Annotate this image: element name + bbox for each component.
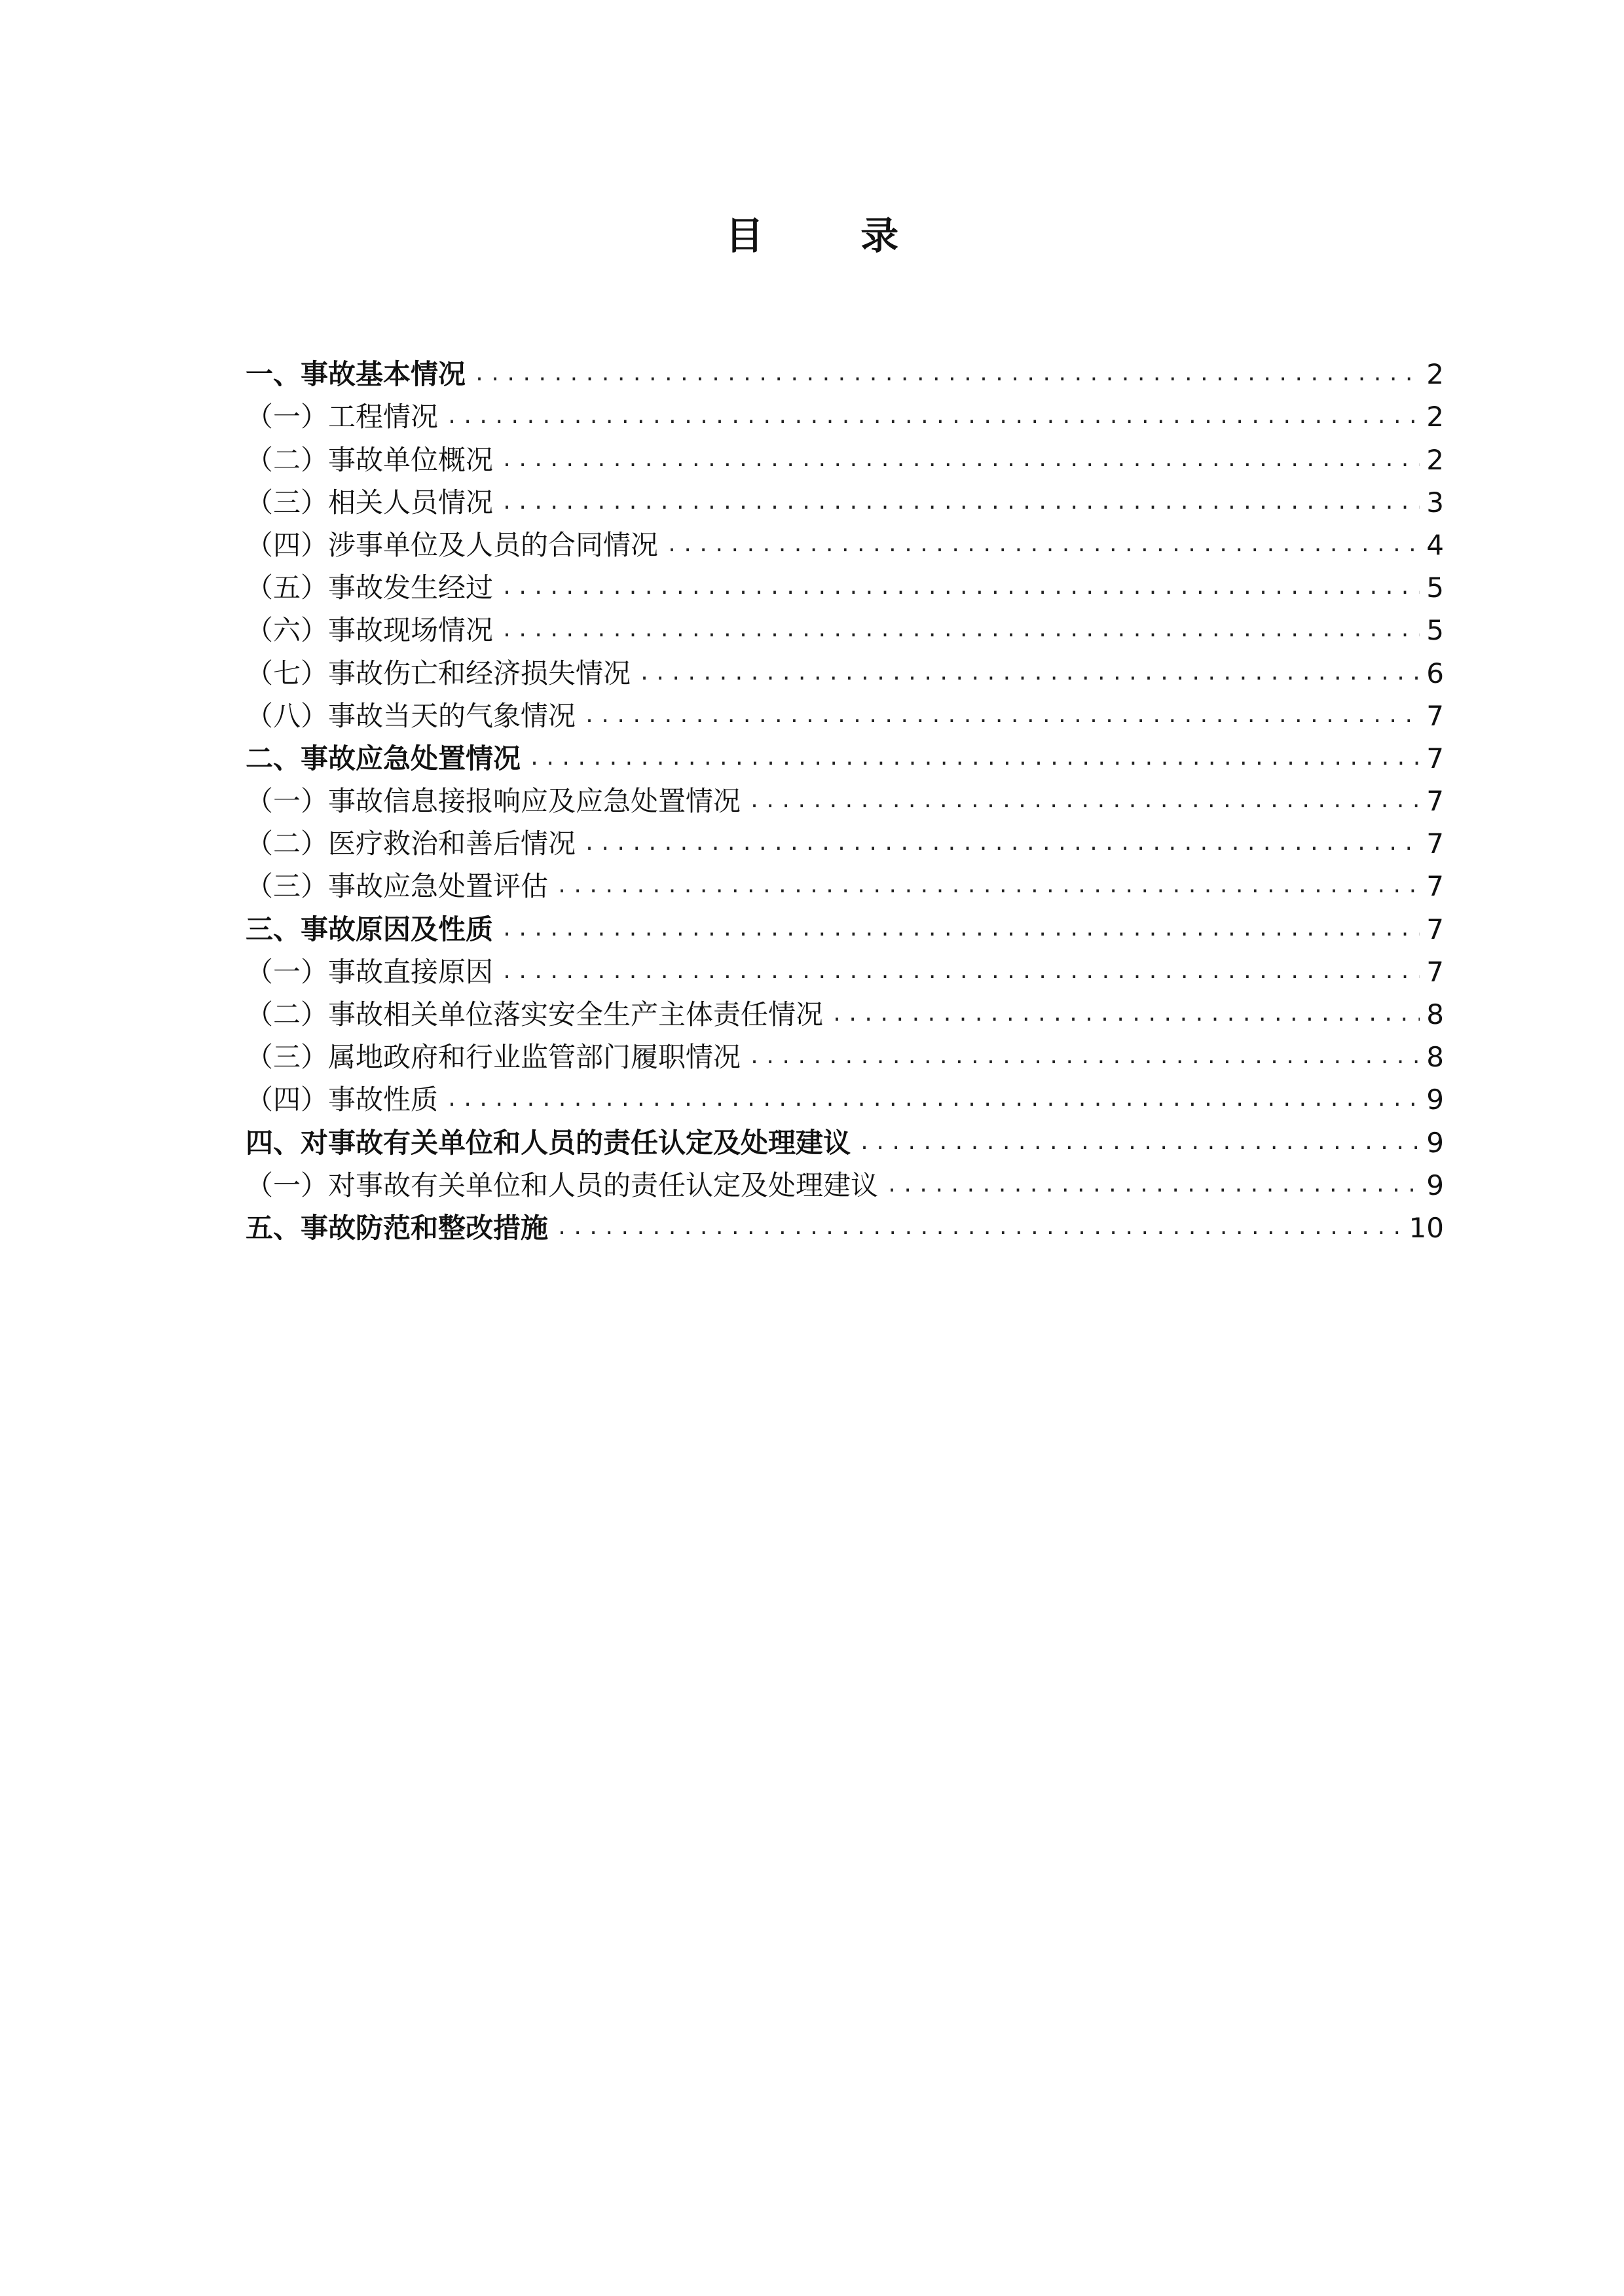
toc-entry-label: （一）事故直接原因 <box>246 955 494 988</box>
toc-entry-label: （一）工程情况 <box>246 401 439 433</box>
toc-entry-label: （六）事故现场情况 <box>246 614 494 647</box>
toc-page-number: 7 <box>1426 913 1444 945</box>
toc-subsection-entry[interactable] <box>246 480 1444 522</box>
toc-page-number: 7 <box>1426 828 1444 860</box>
toc-page-number: 5 <box>1426 614 1444 647</box>
toc-page-number: 7 <box>1426 870 1444 903</box>
toc-entry-label: 五、事故防范和整改措施 <box>246 1211 549 1244</box>
toc-entry-label: （一）事故信息接报响应及应急处置情况 <box>246 785 741 818</box>
toc-dot-leader <box>666 526 1420 565</box>
toc-dot-leader <box>748 1038 1420 1077</box>
toc-subsection-entry[interactable] <box>246 949 1444 992</box>
toc-title: 目 录 <box>725 213 941 258</box>
toc-page-number: 6 <box>1426 657 1444 689</box>
toc-entry-label: （七）事故伤亡和经济损失情况 <box>246 657 631 689</box>
toc-entry-label: 一、事故基本情况 <box>246 358 466 391</box>
toc-dot-leader <box>748 782 1420 821</box>
toc-subsection-entry[interactable] <box>246 437 1444 479</box>
toc-entry-label: （一）对事故有关单位和人员的责任认定及处理建议 <box>246 1169 879 1201</box>
toc-subsection-entry[interactable] <box>246 608 1444 650</box>
toc-entry-label: （二）医疗救治和善后情况 <box>246 828 576 860</box>
toc-subsection-entry[interactable] <box>246 650 1444 693</box>
toc-section-entry[interactable] <box>246 906 1444 949</box>
toc-section-entry[interactable] <box>246 736 1444 778</box>
toc-entry-label: （二）事故相关单位落实安全生产主体责任情况 <box>246 998 824 1030</box>
toc-section-entry[interactable] <box>246 352 1444 394</box>
table-of-contents <box>246 352 1444 1248</box>
toc-page-number: 8 <box>1426 1041 1444 1074</box>
toc-page-number: 3 <box>1426 486 1444 519</box>
toc-subsection-entry[interactable] <box>246 821 1444 864</box>
toc-subsection-entry[interactable] <box>246 1034 1444 1077</box>
toc-dot-leader <box>886 1166 1420 1205</box>
toc-page-number: 8 <box>1426 998 1444 1030</box>
toc-dot-leader <box>446 397 1420 437</box>
toc-dot-leader <box>528 739 1420 778</box>
toc-dot-leader <box>501 910 1420 949</box>
toc-page-number: 5 <box>1426 572 1444 604</box>
toc-dot-leader <box>831 995 1420 1034</box>
toc-dot-leader <box>501 441 1420 480</box>
toc-subsection-entry[interactable] <box>246 522 1444 565</box>
toc-entry-label: 四、对事故有关单位和人员的责任认定及处理建议 <box>246 1126 851 1159</box>
toc-dot-leader <box>583 697 1420 736</box>
toc-page-number: 7 <box>1426 785 1444 818</box>
toc-entry-label: （三）相关人员情况 <box>246 486 494 519</box>
toc-entry-label: （五）事故发生经过 <box>246 572 494 604</box>
toc-subsection-entry[interactable] <box>246 992 1444 1034</box>
toc-subsection-entry[interactable] <box>246 1077 1444 1120</box>
toc-subsection-entry[interactable] <box>246 565 1444 608</box>
toc-subsection-entry[interactable] <box>246 778 1444 821</box>
toc-subsection-entry[interactable] <box>246 394 1444 437</box>
toc-section-entry[interactable] <box>246 1205 1444 1248</box>
toc-dot-leader <box>556 1209 1403 1248</box>
toc-entry-label: （四）涉事单位及人员的合同情况 <box>246 528 659 561</box>
toc-page-number: 2 <box>1426 358 1444 391</box>
toc-entry-label: （三）事故应急处置评估 <box>246 870 549 903</box>
toc-subsection-entry[interactable] <box>246 693 1444 736</box>
toc-page-number: 7 <box>1426 955 1444 988</box>
toc-dot-leader <box>501 953 1420 992</box>
toc-entry-label: （三）属地政府和行业监管部门履职情况 <box>246 1041 741 1074</box>
toc-dot-leader <box>446 1080 1420 1120</box>
toc-entry-label: （四）事故性质 <box>246 1084 439 1116</box>
toc-page-number: 4 <box>1426 528 1444 561</box>
toc-page-number: 9 <box>1426 1169 1444 1201</box>
toc-subsection-entry[interactable] <box>246 1163 1444 1205</box>
toc-dot-leader <box>501 611 1420 650</box>
toc-dot-leader <box>501 568 1420 608</box>
toc-dot-leader <box>556 867 1420 906</box>
toc-page-number: 9 <box>1426 1084 1444 1116</box>
toc-dot-leader <box>858 1123 1420 1163</box>
toc-page-number: 9 <box>1426 1126 1444 1159</box>
toc-page-number: 7 <box>1426 699 1444 732</box>
toc-dot-leader <box>638 654 1420 693</box>
toc-entry-label: 三、事故原因及性质 <box>246 913 494 945</box>
toc-entry-label: 二、事故应急处置情况 <box>246 742 521 774</box>
toc-page-number: 10 <box>1409 1211 1444 1244</box>
toc-page-number: 2 <box>1426 401 1444 433</box>
toc-dot-leader <box>473 355 1420 394</box>
toc-dot-leader <box>583 824 1420 864</box>
toc-entry-label: （八）事故当天的气象情况 <box>246 699 576 732</box>
toc-dot-leader <box>501 483 1420 522</box>
toc-subsection-entry[interactable] <box>246 864 1444 906</box>
toc-entry-label: （二）事故单位概况 <box>246 443 494 476</box>
toc-section-entry[interactable] <box>246 1120 1444 1162</box>
toc-page-number: 7 <box>1426 742 1444 774</box>
toc-page-number: 2 <box>1426 443 1444 476</box>
